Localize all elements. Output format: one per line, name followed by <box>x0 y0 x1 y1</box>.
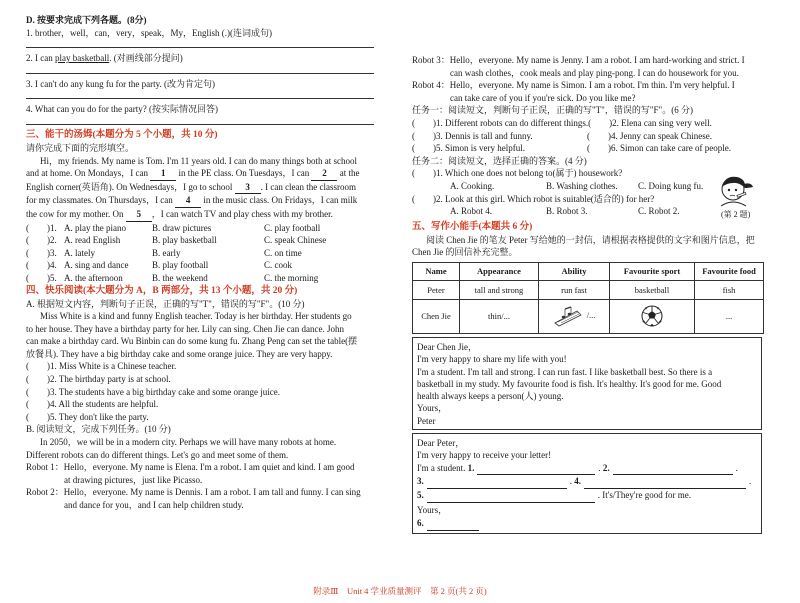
cloze-line-4: for my classmates. On Thursdays，I can 4 in the music class. On Fridays，I can milk <box>26 194 378 208</box>
passage-a-line: can make a birthday card. Wu Binbin can do some kung fu. Zhang Peng can set the table(摆 <box>26 336 358 347</box>
table-cell: fish <box>695 280 764 299</box>
robot-1-line: at drawing pictures，just like Picasso. <box>64 474 203 485</box>
table-header: Favourite food <box>695 262 764 280</box>
table-cell: tall and strong <box>460 280 539 299</box>
passage-a-line: to her house. They have a birthday party for her. Lily can sing. Chen Jie can dance. John <box>26 323 344 334</box>
cloze-option-row[interactable]: ( )1. A. play the piano B. draw pictures C. play football <box>26 222 321 233</box>
tf-item[interactable]: ( )4. All the students are helpful. <box>26 399 159 410</box>
cloze-blank-4[interactable]: 4 <box>175 194 201 208</box>
cloze-option-row[interactable]: ( )5. A. the afternoon B. the weekend C. the morning <box>26 272 319 283</box>
part-d-q1: 1. brother，well，can，very，speak，My，English (.)(连词成句) <box>26 27 272 38</box>
underlined-phrase: play basketball <box>55 53 110 64</box>
answer-line-2[interactable] <box>26 65 374 74</box>
section-5-instruction: 阅读 Chen Jie 的笔友 Peter 写给她的一封信，请根据表格提供的文字和图片信息，把 <box>426 234 755 245</box>
tf-item[interactable]: ( )1. Miss White is a Chinese teacher. <box>26 361 177 372</box>
table-header: Appearance <box>460 262 539 280</box>
cloze-line-1: Hi，my friends. My name is Tom. I'm 11 years old. I can do many things both at school <box>40 155 357 166</box>
football-icon <box>641 305 663 327</box>
passage-b-line: Different robots can do different things. Let's go and meet some of them. <box>26 449 289 460</box>
part-b-heading: B. 阅读短文，完成下列任务。(10 分) <box>26 424 171 435</box>
task-1-row[interactable]: ( )5. Simon is very helpful. ( )6. Simon can take care of people. <box>412 143 731 154</box>
left-column <box>26 14 378 512</box>
task-2-heading: 任务二：阅读短文，选择正确的答案。(4 分) <box>412 155 587 166</box>
task-2-q2[interactable]: ( )2. Look at this girl. Which robot is suitable(适合的) for her? <box>412 193 655 204</box>
section-5-title: 五、写作小能手(本题共 6 分) <box>412 221 533 232</box>
table-cell: Peter <box>413 280 460 299</box>
answer-line-4[interactable] <box>26 116 374 125</box>
reply-greeting: Dear Peter， <box>417 437 465 448</box>
peter-letter <box>412 337 762 430</box>
section-5-instruction-2: Chen Jie 的回信补充完整。 <box>412 247 518 258</box>
cloze-option-row[interactable]: ( )2. A. read English B. play basketball C. speak Chinese <box>26 235 327 246</box>
part-d-q4: 4. What can you do for the party? (按实际情况回答) <box>26 104 219 115</box>
tf-item[interactable]: ( )2. The birthday party is at school. <box>26 374 171 385</box>
cloze-line-5: the cow for my mother. On 5 ，I can watch TV and play chess with my brother. <box>26 208 378 222</box>
letter-line: Peter <box>417 415 436 426</box>
task-2-q1-options[interactable]: A. Cooking. B. Washing clothes. C. Doing kung fu. <box>450 180 704 191</box>
part-d-q3: 3. I can't do any kung fu for the party. (改为肯定句) <box>26 78 215 89</box>
robot-2-line: and dance for you，and I can help children study. <box>64 500 244 510</box>
table-cell: thin/... <box>460 299 539 333</box>
task-2-q1[interactable]: ( )1. Which one does not belong to(属于) housework? <box>412 168 623 179</box>
reply-fill-row: 3. . 4. . <box>417 475 757 489</box>
letter-line: basketball in my study. My favourite food is fish. It's healthy. It's good for me. Good <box>417 378 722 389</box>
table-row <box>413 299 764 333</box>
task-1-heading: 任务一：阅读短文，判断句子正误，正确的写"T"，错误的写"F"。(6 分) <box>412 105 693 116</box>
part-d-heading: D. 按要求完成下列各题。(8分) <box>26 15 147 25</box>
robot-4-line: Robot 4：Hello，everyone. My name is Simon. I am a robot. I'm thin. I'm very helpful. I <box>412 80 735 91</box>
answer-line-1[interactable] <box>26 39 374 48</box>
robot-4-line: can take care of you if you're sick. Do you like me? <box>450 92 636 103</box>
task-1-row[interactable]: ( )1. Different robots can do different things. ( )2. Elena can sing very well. <box>412 117 712 128</box>
reply-blank-6[interactable] <box>427 520 479 531</box>
robot-3-line: Robot 3：Hello，everyone. My name is Jenny. I am a robot. I am hard-working and strict. I <box>412 55 745 65</box>
tf-item[interactable]: ( )3. The students have a big birthday cake and some orange juice. <box>26 386 281 397</box>
letter-line: Yours， <box>417 403 448 414</box>
figure-caption: (第 2 题) <box>721 210 751 219</box>
table-cell-ability: /... <box>539 299 610 333</box>
part-a-heading: A. 根据短文内容，判断句子正误，正确的写"T"，错误的写"F"。(10 分) <box>26 298 305 309</box>
letter-line: I'm very happy to share my life with you! <box>417 354 567 365</box>
robot-1-line: Robot 1：Hello，everyone. My name is Elena. I'm a robot. I am quiet and kind. I am good <box>26 462 355 473</box>
cloze-blank-1[interactable]: 1 <box>150 167 176 181</box>
cloze-option-row[interactable]: ( )4. A. sing and dance B. play football C. cook <box>26 260 292 271</box>
reply-blank-2[interactable] <box>613 464 733 475</box>
reply-fill-row: 5. . It's/They're good for me. <box>417 489 757 503</box>
passage-a-line: Miss White is a kind and funny English teacher. Today is her birthday. Her students go <box>40 311 352 322</box>
cloze-blank-2[interactable]: 2 <box>311 167 337 181</box>
letter-line: I'm a student. I'm tall and strong. I can run fast. I like basketball best. So there is a <box>417 366 713 377</box>
right-column-content <box>412 54 762 534</box>
reply-fill-row: 6. <box>417 517 757 531</box>
reply-yours: Yours， <box>417 504 448 515</box>
section-3-instruction: 请你完成下面的完形填空。 <box>26 142 135 153</box>
section-4-title: 四、快乐阅读(本大题分为 A，B 两部分，共 13 个小题，共 20 分) <box>26 285 298 296</box>
info-table <box>412 262 764 334</box>
tf-item[interactable]: ( )5. They don't like the party. <box>26 411 149 422</box>
reply-blank-3[interactable] <box>427 478 567 489</box>
reply-letter <box>412 433 762 534</box>
section-3-title: 三、能干的汤姆(本题分为 5 个小题，共 10 分) <box>26 129 218 140</box>
table-cell: Chen Jie <box>413 299 460 333</box>
table-cell: run fast <box>539 280 610 299</box>
reply-line: I'm very happy to receive your letter! <box>417 450 552 461</box>
cloze-line-2: and at home. On Mondays，I can 1 in the PE class. On Tuesdays，I can 2 at the <box>26 167 378 181</box>
robot-3-line: can wash clothes，cook meals and play ping-pong. I can do housework for you. <box>450 67 739 78</box>
part-d-q2: 2. I can play basketball. (对画线部分提问) <box>26 53 183 64</box>
table-header: Favourite sport <box>610 262 695 280</box>
reply-fill-row: I'm a student. 1. . 2. . <box>417 462 757 476</box>
table-header: Name <box>413 262 460 280</box>
reply-blank-1[interactable] <box>477 464 595 475</box>
cloze-blank-3[interactable]: 3 <box>235 181 261 195</box>
table-cell: basketball <box>610 280 695 299</box>
reply-blank-4[interactable] <box>584 478 746 489</box>
answer-line-3[interactable] <box>26 90 374 99</box>
letter-line: health always keeps a person(人) young. <box>417 391 564 402</box>
letter-line: Dear Chen Jie， <box>417 341 477 352</box>
table-header-row <box>413 262 764 280</box>
cloze-blank-5[interactable]: 5 <box>126 208 152 222</box>
cloze-line-3: English corner(英语角). On Wednesdays，I go to school 3 . I can clean the classroom <box>26 181 378 195</box>
sick-girl-icon <box>713 172 755 208</box>
table-header: Ability <box>539 262 610 280</box>
cloze-option-row[interactable]: ( )3. A. lately B. early C. on time <box>26 247 302 258</box>
passage-a-line: 放餐具). They have a big birthday cake and some orange juice. They are very happy. <box>26 348 333 359</box>
reply-blank-5[interactable] <box>427 492 595 503</box>
passage-b-line: In 2050，we will be in a modern city. Perhaps we will have many robots at home. <box>40 437 337 448</box>
table-cell: ... <box>695 299 764 333</box>
table-cell-sport <box>610 299 695 333</box>
cloze-options <box>26 222 378 285</box>
task-1-row[interactable]: ( )3. Dennis is tall and funny. ( )4. Jenny can speak Chinese. <box>412 130 712 141</box>
task-2-q2-options[interactable]: A. Robot 4. B. Robot 3. C. Robot 2. <box>450 206 680 217</box>
piano-music-icon <box>553 305 585 327</box>
table-row <box>413 280 764 299</box>
robot-2-line: Robot 2：Hello，everyone. My name is Dennis. I am a robot. I am tall and funny. I can sing <box>26 487 361 498</box>
page-footer: 附录Ⅲ Unit 4 学业质量测评 第 2 页(共 2 页) <box>313 586 487 596</box>
